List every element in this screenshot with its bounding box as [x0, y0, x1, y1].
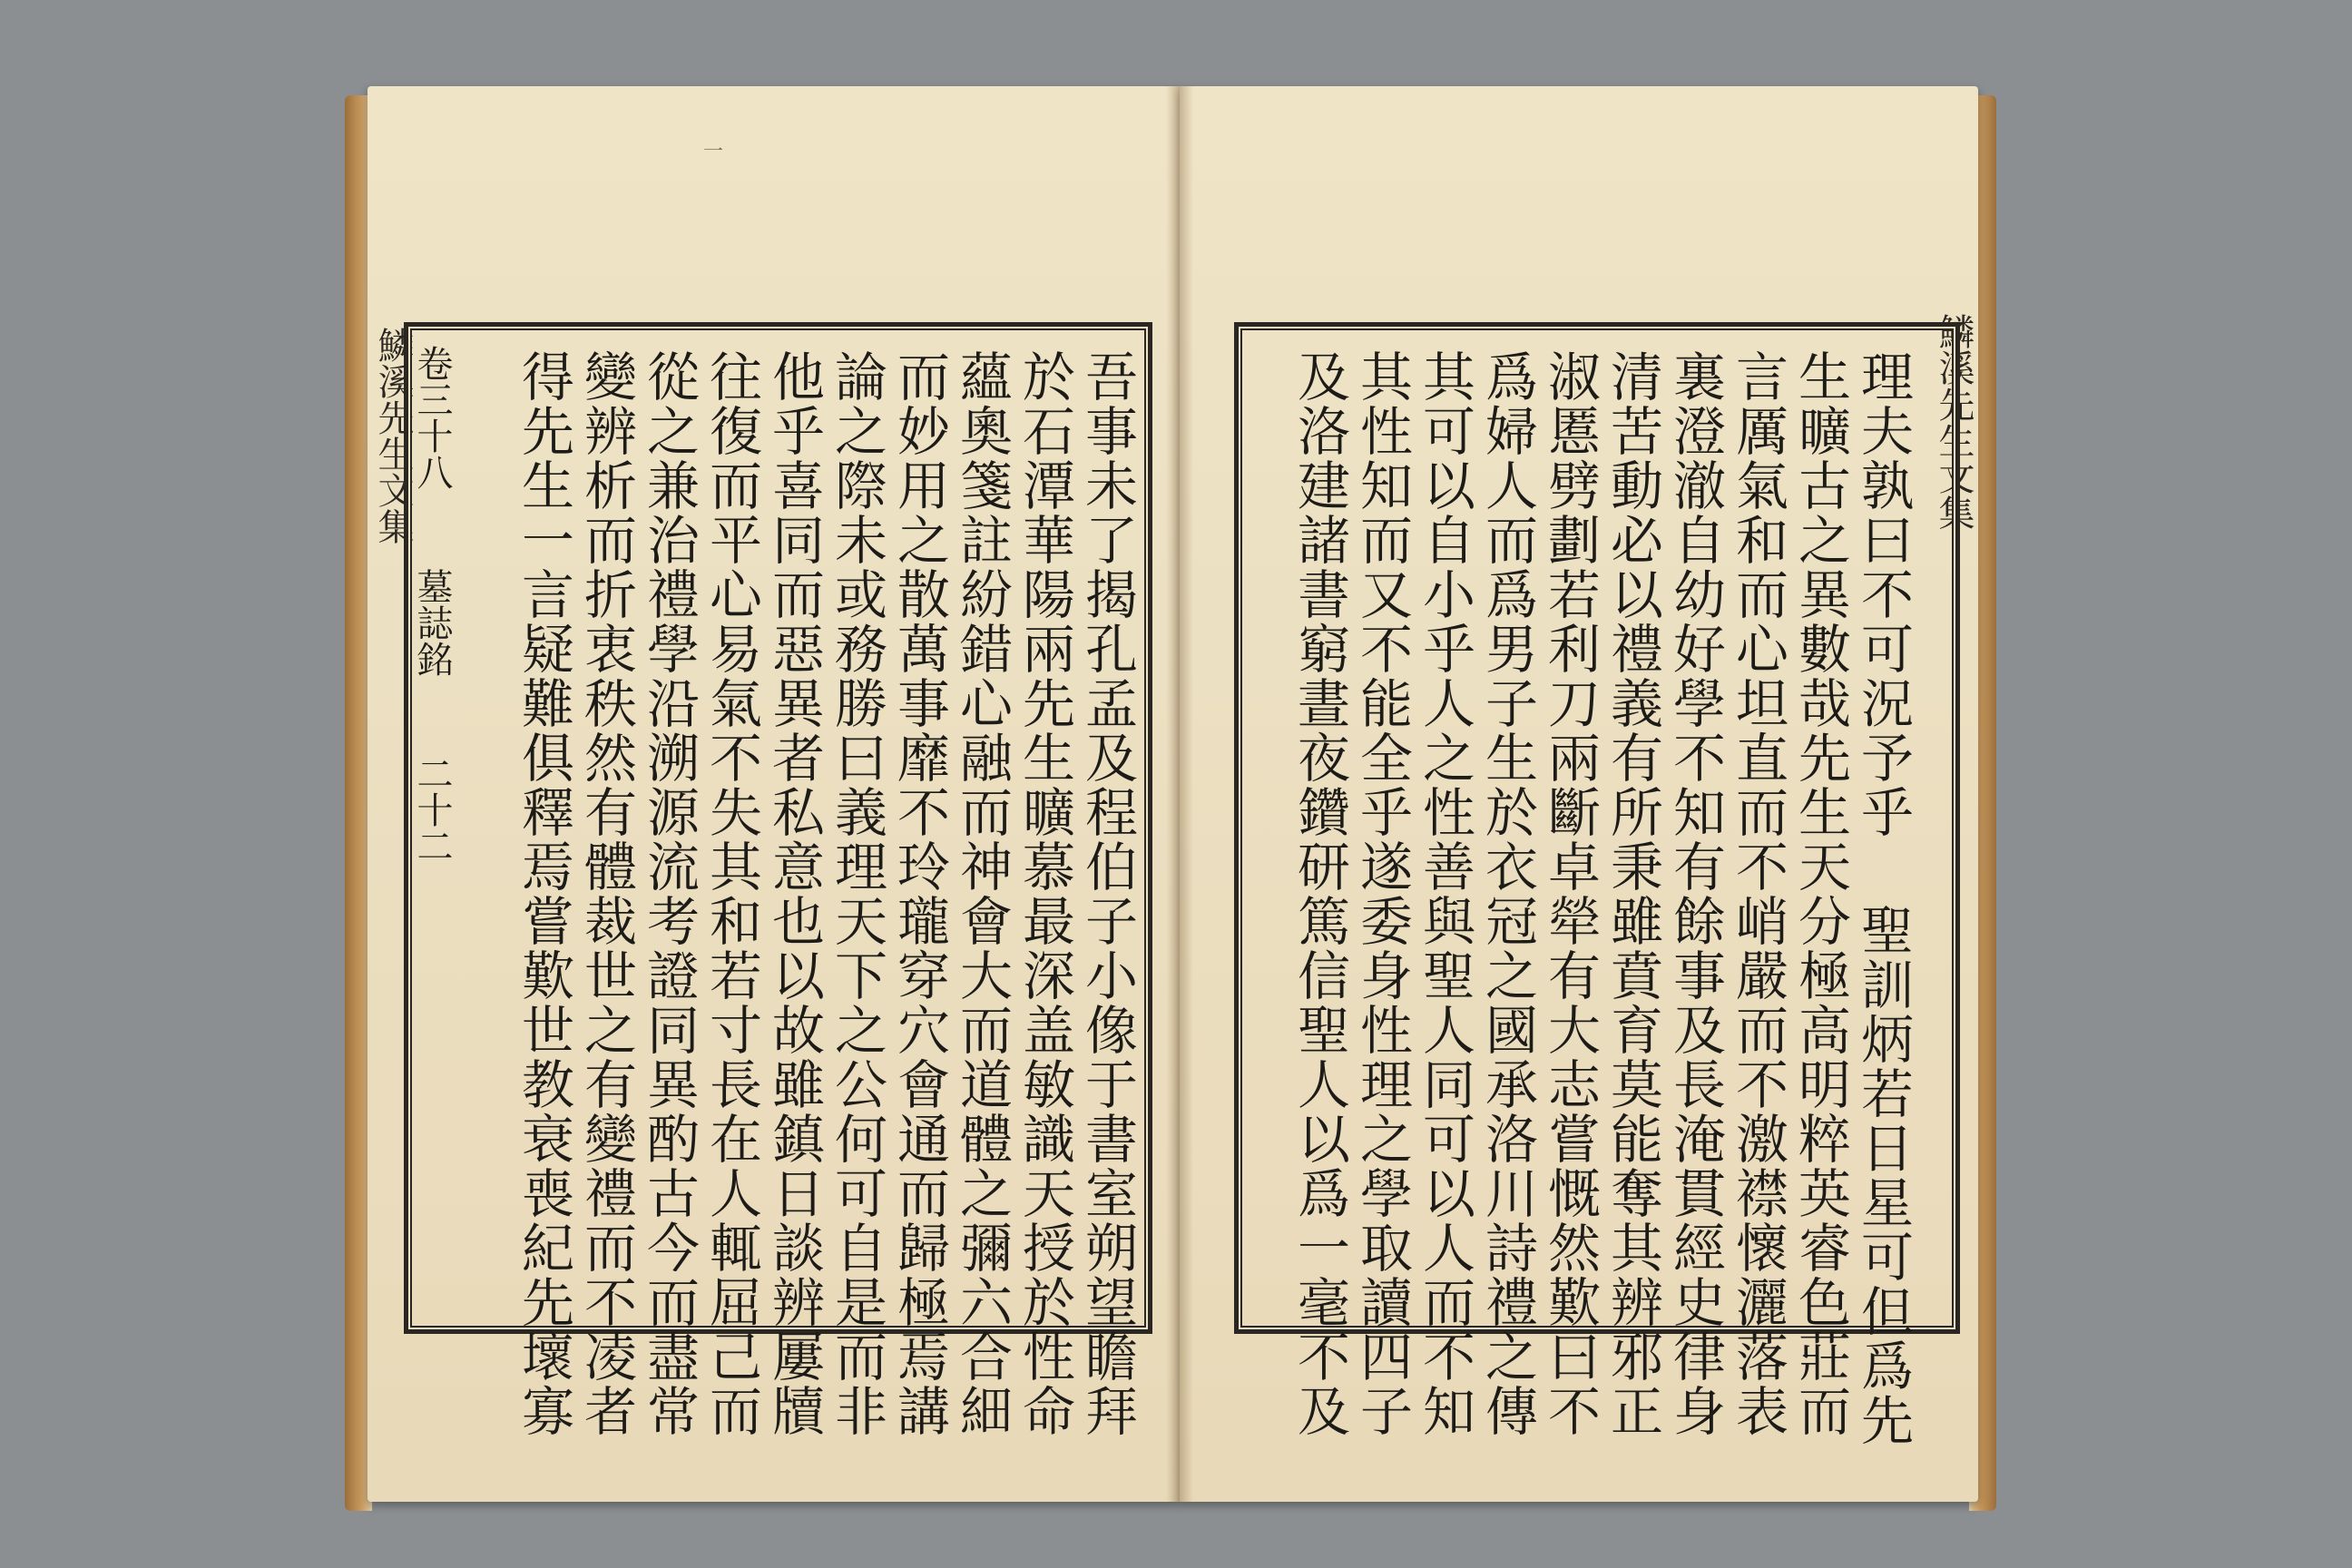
left-column-9: 變辨析而折衷秩然有體裁世之有變禮而不凌者 — [575, 349, 637, 1438]
left-column-6: 他乎喜同而惡異者私意也以故雖鎮日談辨屢牘 — [763, 349, 825, 1438]
right-column-9: 其性知而又不能全乎遂委身性理之學取讀四子 — [1351, 349, 1413, 1438]
left-column-4: 而妙用之散萬事靡不玲瓏穿穴會通而歸極焉講 — [888, 349, 950, 1438]
right-column-8: 其可以自小乎人之性善與聖人同可以人而不知 — [1414, 349, 1475, 1438]
right-column-3: 言厲氣和而心坦直而不峭嚴而不激襟懷灑落表 — [1727, 349, 1788, 1438]
right-column-5: 清苦動必以禮義有所秉雖賁育莫能奪其辨邪正 — [1602, 349, 1663, 1438]
book-gutter — [1166, 86, 1193, 1502]
left-collection-title: 鱗溪先生文集 — [372, 327, 414, 544]
right-collection-title: 鱗溪先生文集 — [1933, 313, 1975, 531]
left-column-1: 吾事未了揭孔孟及程伯子小像于書室朔望瞻拜 — [1076, 349, 1138, 1438]
left-column-7: 往復而平心易氣不失其和若寸長在人輒屈己而 — [701, 349, 762, 1438]
left-column-8: 從之兼治禮學沿溯源流考證同異酌古今而盡常 — [638, 349, 700, 1438]
left-column-3: 蘊奧箋註紛錯心融而神會大而道體之彌六合細 — [951, 349, 1013, 1438]
fold-section: 墓誌銘 — [411, 568, 453, 677]
fold-volume: 卷三十八 — [411, 345, 453, 490]
right-column-4: 裏澄澈自幼好學不知有餘事及長淹貫經史律身 — [1664, 349, 1726, 1438]
right-column-7: 爲婦人而爲男子生於衣冠之國承洛川詩禮之傳 — [1476, 349, 1538, 1438]
right-column-1: 理夫孰曰不可況予乎 聖訓炳若日星可但爲先 — [1852, 349, 1914, 1447]
left-column-5: 論之際未或務勝曰義理天下之公何可自是而非 — [826, 349, 887, 1438]
top-margin-gloss: 一 — [703, 141, 728, 163]
left-column-10: 得先生一言疑難俱釋焉嘗歎世教衰喪紀先壞寡 — [513, 349, 574, 1438]
left-column-2: 於石潭華陽兩先生曠慕最深盖敏識天授於性命 — [1014, 349, 1075, 1438]
fold-label — [413, 345, 458, 1307]
right-column-6: 淑慝劈劃若利刀兩斷卓犖有大志嘗慨然歎曰不 — [1539, 349, 1601, 1438]
fold-page: 二十二 — [411, 755, 453, 864]
right-column-10: 及洛建諸書窮晝夜鑽研篤信聖人以爲一毫不及 — [1289, 349, 1350, 1438]
right-column-2: 生曠古之異數哉先生天分極高明粹英睿色莊而 — [1789, 349, 1851, 1438]
